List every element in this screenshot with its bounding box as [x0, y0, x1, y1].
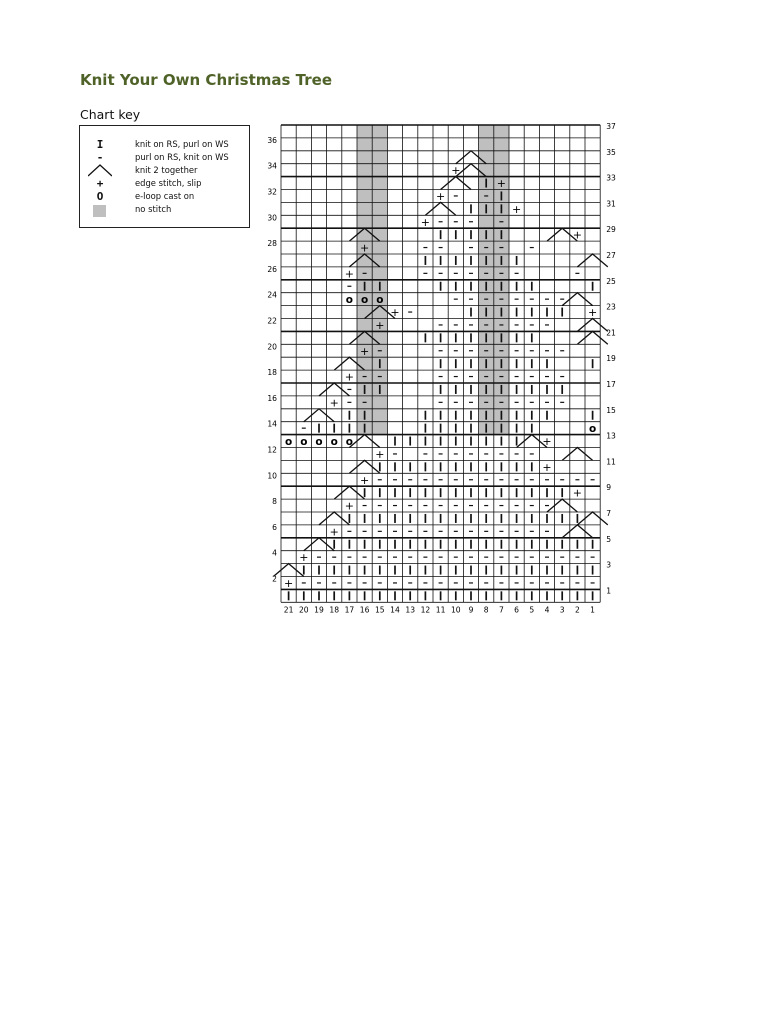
column-label: 13 [405, 605, 416, 615]
key-label-knit: knit on RS, purl on WS [135, 139, 229, 149]
edge-stitch: + [511, 202, 522, 216]
key-label-edge: edge stitch, slip [135, 178, 202, 188]
row-label-left: 36 [267, 135, 277, 145]
column-label: 14 [390, 605, 400, 615]
key-item-knit [80, 138, 250, 151]
row-label-left: 28 [267, 239, 277, 249]
row-label-right: 15 [606, 405, 616, 415]
k2tog-stitch [319, 383, 349, 396]
key-item-eloop [80, 190, 250, 203]
row-label-left: 30 [267, 213, 277, 223]
key-label-no-stitch: no stitch [135, 204, 172, 214]
column-label: 2 [574, 605, 580, 615]
k2tog-stitch [547, 499, 577, 512]
edge-stitch: + [359, 473, 370, 487]
k2tog-stitch [304, 538, 334, 551]
k2tog-stitch [562, 525, 592, 538]
k2tog-stitch [577, 254, 607, 267]
e-loop-cast-on: o [284, 436, 293, 449]
edge-stitch: + [344, 267, 355, 281]
chart-key-heading: Chart key [80, 107, 141, 122]
row-label-left: 24 [267, 290, 277, 300]
k2tog-stitch [349, 460, 379, 473]
edge-stitch: + [299, 551, 309, 565]
k2tog-stitch [577, 512, 607, 525]
e-loop-cast-on: o [300, 436, 308, 449]
k2tog-stitch [319, 512, 349, 525]
row-label-right: 27 [606, 251, 616, 260]
edge-stitch: + [420, 215, 431, 229]
k2tog-stitch [349, 435, 379, 448]
k2tog-icon [88, 164, 112, 177]
key-item-edge [80, 177, 250, 190]
k2tog-stitch [577, 319, 607, 332]
k2tog-stitch [273, 564, 303, 577]
row-label-right: 9 [606, 483, 612, 493]
row-label-left: 16 [267, 393, 277, 403]
row-label-right: 3 [606, 560, 612, 570]
row-label-right: 31 [606, 199, 616, 209]
edge-stitch: + [329, 525, 339, 539]
edge-stitch: + [375, 318, 385, 332]
row-label-left: 14 [267, 419, 277, 429]
column-label: 20 [298, 605, 309, 615]
row-label-left: 2 [272, 574, 277, 584]
edge-stitch: + [359, 344, 370, 358]
column-label: 1 [590, 605, 596, 615]
knitting-chart [260, 118, 620, 618]
row-label-right: 21 [606, 328, 616, 338]
edge-stitch: + [329, 396, 339, 410]
e-loop-cast-on: o [330, 436, 338, 449]
key-item-no-stitch [80, 203, 250, 216]
column-label: 15 [374, 605, 385, 615]
row-label-right: 35 [606, 147, 616, 157]
row-label-left: 26 [267, 264, 277, 274]
column-label: 11 [435, 605, 446, 615]
column-label: 3 [559, 605, 565, 615]
key-item-purl [80, 151, 250, 164]
row-label-left: 20 [267, 342, 277, 352]
chart-key-box [79, 125, 250, 228]
k2tog-stitch [562, 293, 592, 306]
row-label-right: 1 [606, 586, 612, 596]
e-loop-cast-on: o [315, 436, 323, 449]
k2tog-stitch [334, 486, 364, 499]
key-item-k2tog [80, 164, 250, 177]
row-label-left: 6 [272, 522, 277, 532]
row-label-left: 18 [267, 368, 277, 378]
row-label-left: 4 [272, 548, 277, 558]
column-label: 10 [450, 605, 461, 615]
edge-stitch: + [344, 499, 355, 513]
e-loop-cast-on: o [345, 294, 354, 307]
row-label-left: 22 [267, 316, 277, 326]
e-loop-cast-on: o [376, 294, 384, 307]
row-label-right: 13 [606, 431, 616, 441]
k2tog-stitch [425, 202, 455, 215]
purl-stitch-icon: - [96, 151, 104, 164]
page-title: Knit Your Own Christmas Tree [80, 71, 332, 89]
row-label-left: 10 [267, 471, 277, 481]
column-label: 16 [359, 605, 370, 615]
key-label-eloop: e-loop cast on [135, 191, 195, 201]
edge-stitch: + [375, 447, 385, 461]
key-label-purl: purl on RS, knit on WS [135, 152, 229, 162]
k2tog-stitch [577, 331, 607, 344]
edge-stitch: + [587, 306, 598, 320]
edge-stitch: + [572, 228, 583, 242]
edge-stitch: + [451, 164, 461, 178]
edge-stitch: + [496, 177, 507, 191]
column-label: 9 [468, 605, 474, 615]
edge-stitch: + [344, 370, 355, 384]
column-label: 12 [420, 605, 431, 615]
e-loop-cast-on: o [360, 294, 369, 307]
k2tog-stitch [562, 448, 592, 461]
column-label: 4 [544, 605, 550, 615]
column-label: 18 [329, 605, 340, 615]
edge-stitch: + [283, 576, 294, 590]
edge-stitch: + [542, 460, 552, 474]
edge-stitch: + [359, 241, 370, 255]
row-label-right: 37 [606, 122, 616, 131]
row-label-right: 19 [606, 354, 616, 364]
row-label-right: 33 [606, 173, 616, 183]
edge-stitch: + [542, 435, 552, 449]
row-label-right: 17 [606, 380, 616, 389]
edge-stitch: + [390, 306, 400, 320]
column-label: 6 [514, 605, 520, 615]
row-label-left: 12 [267, 445, 277, 455]
no-stitch-swatch [93, 205, 106, 217]
column-label: 19 [314, 605, 324, 615]
row-label-left: 34 [267, 161, 277, 171]
column-label: 8 [483, 605, 489, 615]
column-label: 5 [529, 605, 535, 615]
edge-stitch: + [572, 486, 583, 500]
key-label-k2tog: knit 2 together [135, 165, 198, 175]
row-label-right: 29 [606, 225, 616, 235]
column-label: 7 [498, 605, 504, 615]
edge-stitch: + [435, 189, 446, 203]
row-label-right: 11 [606, 457, 616, 467]
column-label: 17 [344, 605, 355, 615]
row-label-right: 7 [606, 509, 612, 518]
row-label-left: 8 [272, 497, 277, 507]
k2tog-stitch [304, 409, 334, 422]
row-label-left: 32 [267, 187, 277, 197]
e-loop-cast-on: o [345, 436, 354, 449]
row-label-right: 23 [606, 302, 616, 312]
e-loop-icon: O [96, 190, 104, 203]
edge-stitch-icon: + [96, 177, 104, 190]
row-label-right: 25 [606, 276, 616, 286]
column-label: 21 [283, 605, 294, 615]
e-loop-cast-on: o [588, 423, 597, 436]
row-label-right: 5 [606, 534, 612, 544]
k2tog-stitch [441, 177, 471, 190]
knit-stitch-icon: I [96, 138, 104, 151]
